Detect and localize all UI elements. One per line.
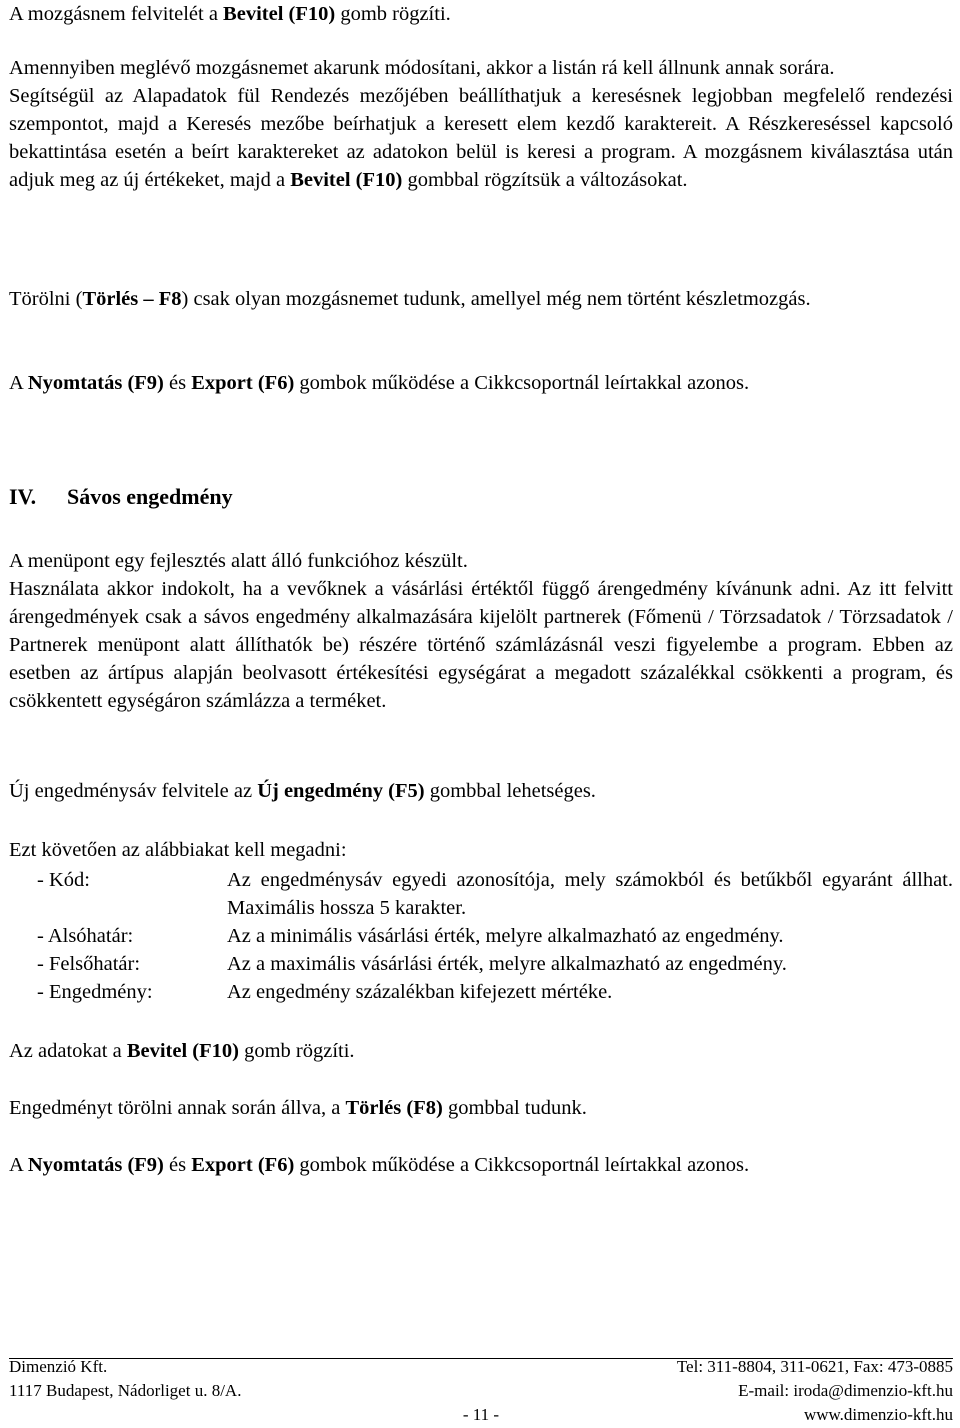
page-number: - 11 -: [462, 1405, 500, 1424]
footer-company: Dimenzió Kft.: [9, 1357, 108, 1376]
section-heading: [9, 483, 233, 511]
field-label: - Felsőhatár:: [37, 953, 141, 975]
paragraph-delete-discount: Engedményt törölni annak során állva, a Törlés (F8) gombbal tudunk.: [9, 1097, 587, 1119]
field-definition-list: [9, 866, 953, 1006]
field-description: Az a maximális vásárlási érték, melyre alkalmazható az engedmény.: [227, 953, 787, 975]
paragraph-bevitel: A mozgásnem felvitelét a Bevitel (F10) gomb rögzíti.: [9, 3, 451, 25]
field-row-felsohatar: [9, 950, 953, 978]
paragraph-print-export-2: A Nyomtatás (F9) és Export (F6) gombok működése a Cikkcsoportnál leírtakkal azonos.: [9, 1154, 750, 1176]
paragraph-print-export: A Nyomtatás (F9) és Export (F6) gombok működése a Cikkcsoportnál leírtakkal azonos.: [9, 372, 750, 394]
field-description: Az a minimális vásárlási érték, melyre alkalmazható az engedmény.: [227, 925, 784, 947]
paragraph-delete: Törölni (Törlés – F8) csak olyan mozgásnemet tudunk, amellyel még nem történt készletmozgás.: [9, 288, 811, 310]
section-number: IV.: [9, 484, 37, 509]
paragraph-save: Az adatokat a Bevitel (F10) gomb rögzíti.: [9, 1040, 355, 1062]
field-row-engedmeny: [9, 978, 953, 1006]
field-label: - Engedmény:: [37, 981, 153, 1003]
footer-address: 1117 Budapest, Nádorliget u. 8/A.: [9, 1381, 242, 1400]
paragraph-new-discount: Új engedménysáv felvitele az Új engedmény (F5) gombbal lehetséges.: [9, 780, 596, 802]
section-title: Sávos engedmény: [67, 484, 233, 509]
footer-website: www.dimenzio-kft.hu: [803, 1405, 953, 1424]
field-row-alsohatar: [9, 922, 953, 950]
field-description: Az engedménysáv egyedi azonosítója, mely számokból és betűkből egyaránt állhat. Maximális hossza 5 karakter.: [227, 869, 953, 919]
field-label: - Alsóhatár:: [37, 925, 134, 947]
field-row-kod: [9, 866, 953, 922]
footer-phone: Tel: 311-8804, 311-0621, Fax: 473-0885: [676, 1357, 953, 1376]
paragraph-description: A menüpont egy fejlesztés alatt álló funkcióhoz készült. Használata akkor indokolt, ha a vevőknek a vásárlási értéktől függő árengedmény kívánunk adni. Az itt felvitt árengedmények csak a sávos engedmény alkalmazására kijelölt partnerek (Főmenü / Törzsadatok / Törzsadatok / Partnerek menüpont alatt állíthatók be) részére történő számlázásnál veszi figyelembe a program. Ebben az esetben az ártípus alapján beolvasott értékesítési egységárat a megadott százalékkal csökkenti a program, és csökkentett egységáron számlázza a terméket.: [9, 550, 953, 712]
field-description: Az engedmény százalékban kifejezett mértéke.: [227, 981, 613, 1003]
field-label: - Kód:: [37, 869, 90, 891]
paragraph-fields-intro: Ezt követően az alábbiakat kell megadni:: [9, 839, 347, 861]
page-footer: [9, 1355, 953, 1427]
footer-email: E-mail: iroda@dimenzio-kft.hu: [738, 1381, 953, 1400]
paragraph-modify: Amennyiben meglévő mozgásnemet akarunk módosítani, akkor a listán rá kell állnunk annak sorára. Segítségül az Alapadatok fül Rendezés mezőjében beállíthatjuk a keresésnek legjobban megfelelő rendezési szempontot, majd a Keresés mezőbe beírhatjuk a keresett elem kezdő karaktereit. A Részkereséssel kapcsoló bekattintása esetén a beírt karaktereket az adatokon belül is keresi a program. A mozgásnem kiválasztása után adjuk meg az új értékeket, majd a Bevitel (F10) gombbal rögzítsük a változásokat.: [9, 57, 953, 191]
